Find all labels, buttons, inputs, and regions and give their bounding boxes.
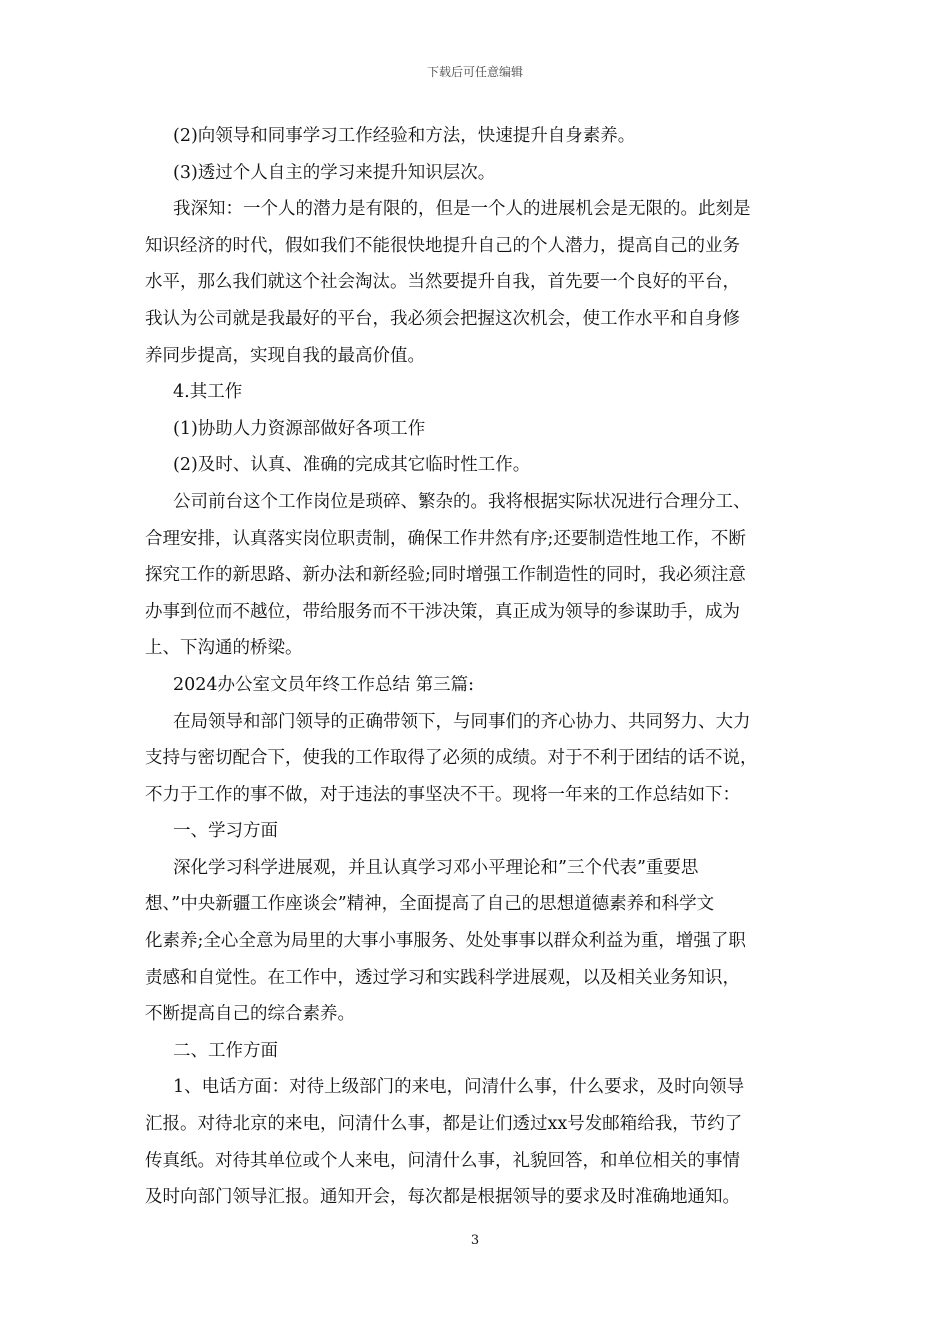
text-line: 及时向部门领导汇报。通知开会，每次都是根据领导的要求及时准确地通知。 bbox=[145, 1187, 740, 1208]
text-line: 二、工作方面 bbox=[173, 1040, 278, 1061]
text-line: 1、电话方面：对待上级部门的来电，问清什么事，什么要求，及时向领导 bbox=[173, 1077, 745, 1098]
text-line: 深化学习科学进展观，并且认真学习邓小平理论和”三个代表”重要思 bbox=[173, 857, 699, 878]
text-line: (3)透过个人自主的学习来提升知识层次。 bbox=[173, 162, 496, 183]
document-body bbox=[145, 118, 805, 1216]
text-line: 公司前台这个工作岗位是琐碎、繁杂的。我将根据实际状况进行合理分工、 bbox=[173, 491, 751, 512]
text-line: 4.其工作 bbox=[173, 382, 243, 403]
text-line: (2)及时、认真、准确的完成其它临时性工作。 bbox=[173, 455, 531, 476]
text-line: 汇报。对待北京的来电，问清什么事，都是让们透过xx号发邮箱给我，节约了 bbox=[145, 1114, 743, 1135]
text-line: 一、学习方面 bbox=[173, 821, 278, 842]
text-line: 我深知：一个人的潜力是有限的，但是一个人的进展机会是无限的。此刻是 bbox=[173, 199, 751, 220]
text-line: 上、下沟通的桥梁。 bbox=[145, 638, 303, 659]
text-line: (2)向领导和同事学习工作经验和方法，快速提升自身素养。 bbox=[173, 126, 636, 146]
text-line: 在局领导和部门领导的正确带领下，与同事们的齐心协力、共同努力、大力 bbox=[173, 711, 751, 732]
page-header: 下载后可任意编辑 bbox=[426, 65, 523, 79]
text-line: (1)协助人力资源部做好各项工作 bbox=[173, 418, 426, 439]
page-number: 3 bbox=[470, 1233, 480, 1248]
text-line: 2024办公室文员年终工作总结 第三篇: bbox=[173, 674, 474, 695]
text-line: 支持与密切配合下，使我的工作取得了必须的成绩。对于不利于团结的话不说， bbox=[145, 748, 758, 769]
text-line: 化素养;全心全意为局里的大事小事服务、处处事事以群众利益为重，增强了职 bbox=[145, 931, 746, 952]
text-line: 不断提高自己的综合素养。 bbox=[145, 1004, 355, 1025]
text-line: 我认为公司就是我最好的平台，我必须会把握这次机会，使工作水平和自身修 bbox=[145, 308, 740, 329]
text-line: 想、”中央新疆工作座谈会”精神，全面提高了自己的思想道德素养和科学文 bbox=[145, 894, 715, 915]
text-line: 知识经济的时代，假如我们不能很快地提升自己的个人潜力，提高自己的业务 bbox=[145, 235, 740, 256]
text-line: 办事到位而不越位，带给服务而不干涉决策，真正成为领导的参谋助手，成为 bbox=[145, 601, 740, 622]
text-line: 合理安排，认真落实岗位职责制，确保工作井然有序;还要制造性地工作，不断 bbox=[145, 528, 746, 549]
text-line: 水平，那么我们就这个社会淘汰。当然要提升自我，首先要一个良好的平台， bbox=[145, 272, 740, 293]
text-line: 不力于工作的事不做，对于违法的事坚决不干。现将一年来的工作总结如下： bbox=[145, 784, 740, 805]
text-line: 养同步提高，实现自我的最高价值。 bbox=[145, 345, 425, 366]
text-line: 责感和自觉性。在工作中，透过学习和实践科学进展观，以及相关业务知识， bbox=[145, 967, 740, 988]
text-line: 传真纸。对待其单位或个人来电，问清什么事，礼貌回答，和单位相关的事情 bbox=[145, 1150, 740, 1171]
text-line: 探究工作的新思路、新办法和新经验;同时增强工作制造性的同时，我必须注意 bbox=[145, 565, 746, 586]
